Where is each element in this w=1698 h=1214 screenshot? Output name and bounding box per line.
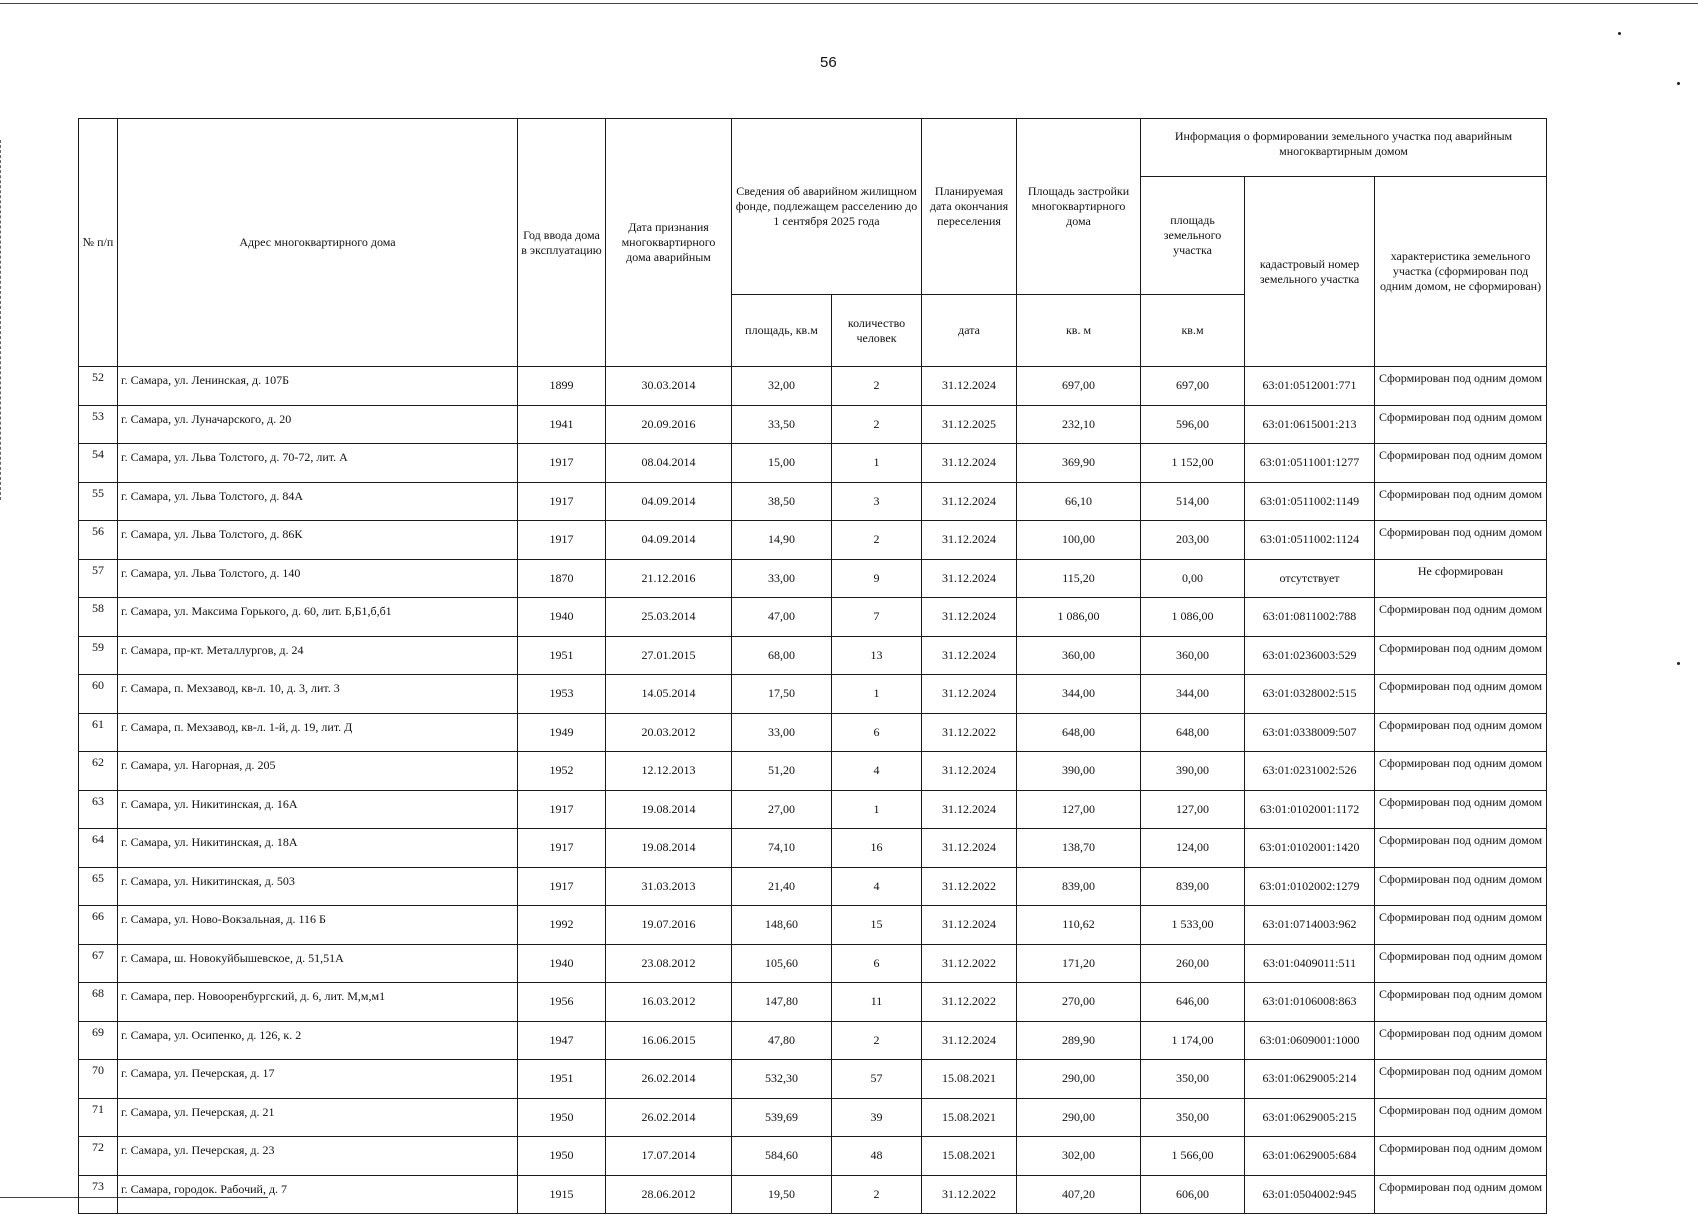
row-building-area: 115,20: [1017, 559, 1141, 598]
row-area-sqm: 68,00: [732, 636, 832, 675]
row-building-area: 839,00: [1017, 867, 1141, 906]
row-number: 53: [79, 405, 118, 444]
row-planned-end: 31.12.2022: [922, 1175, 1017, 1214]
row-number: 64: [79, 829, 118, 868]
row-people-count: 4: [832, 867, 922, 906]
row-date-recognized: 19.07.2016: [606, 906, 732, 945]
col-address-header: Адрес многоквартирного дома: [118, 119, 518, 367]
row-address: г. Самара, п. Мехзавод, кв-л. 10, д. 3, лит. 3: [118, 675, 518, 714]
table-row: [79, 983, 1547, 1022]
row-area-sqm: 32,00: [732, 367, 832, 406]
row-date-recognized: 31.03.2013: [606, 867, 732, 906]
row-land-status: Сформирован под одним домом: [1375, 944, 1547, 983]
row-area-sqm: 33,00: [732, 713, 832, 752]
col-num-header: № п/п: [79, 119, 118, 367]
row-area-sqm: 584,60: [732, 1137, 832, 1176]
row-people-count: 13: [832, 636, 922, 675]
scan-speck: [1677, 662, 1680, 665]
row-planned-end: 31.12.2022: [922, 867, 1017, 906]
emergency-housing-table: [78, 118, 1547, 1214]
row-area-sqm: 33,00: [732, 559, 832, 598]
row-building-area: 697,00: [1017, 367, 1141, 406]
row-date-recognized: 04.09.2014: [606, 482, 732, 521]
row-planned-end: 31.12.2024: [922, 675, 1017, 714]
row-year: 1949: [518, 713, 606, 752]
table-row: [79, 790, 1547, 829]
row-address: г. Самара, ул. Печерская, д. 21: [118, 1098, 518, 1137]
row-number: 60: [79, 675, 118, 714]
row-land-status: Сформирован под одним домом: [1375, 1098, 1547, 1137]
row-number: 70: [79, 1060, 118, 1099]
table-row: [79, 367, 1547, 406]
row-year: 1956: [518, 983, 606, 1022]
row-building-area: 138,70: [1017, 829, 1141, 868]
row-planned-end: 31.12.2024: [922, 559, 1017, 598]
row-cadastral-number: 63:01:0328002:515: [1245, 675, 1375, 714]
row-area-sqm: 38,50: [732, 482, 832, 521]
table-row: [79, 1098, 1547, 1137]
row-address: г. Самара, ул. Максима Горького, д. 60, лит. Б,Б1,б,б1: [118, 598, 518, 637]
row-building-area: 290,00: [1017, 1098, 1141, 1137]
row-land-area: 1 086,00: [1141, 598, 1245, 637]
row-land-area: 344,00: [1141, 675, 1245, 714]
table-row: [79, 1137, 1547, 1176]
row-area-sqm: 19,50: [732, 1175, 832, 1214]
row-date-recognized: 28.06.2012: [606, 1175, 732, 1214]
row-cadastral-number: 63:01:0504002:945: [1245, 1175, 1375, 1214]
row-building-area: 171,20: [1017, 944, 1141, 983]
row-year: 1947: [518, 1021, 606, 1060]
row-address: г. Самара, городок. Рабочий, д. 7: [118, 1175, 518, 1214]
row-land-area: 839,00: [1141, 867, 1245, 906]
row-planned-end: 31.12.2024: [922, 521, 1017, 560]
row-area-sqm: 17,50: [732, 675, 832, 714]
table-row: [79, 867, 1547, 906]
row-address: г. Самара, ул. Никитинская, д. 503: [118, 867, 518, 906]
row-number: 58: [79, 598, 118, 637]
row-building-area: 1 086,00: [1017, 598, 1141, 637]
row-area-sqm: 14,90: [732, 521, 832, 560]
col-cadastral-header: кадастровый номер земельного участка: [1245, 177, 1375, 367]
row-land-status: Сформирован под одним домом: [1375, 444, 1547, 483]
row-land-status: Сформирован под одним домом: [1375, 367, 1547, 406]
row-land-area: 606,00: [1141, 1175, 1245, 1214]
row-land-status: Сформирован под одним домом: [1375, 598, 1547, 637]
table-row: [79, 559, 1547, 598]
row-number: 54: [79, 444, 118, 483]
row-land-status: Сформирован под одним домом: [1375, 1060, 1547, 1099]
row-people-count: 3: [832, 482, 922, 521]
row-land-status: Сформирован под одним домом: [1375, 713, 1547, 752]
row-planned-end: 15.08.2021: [922, 1060, 1017, 1099]
row-cadastral-number: 63:01:0615001:213: [1245, 405, 1375, 444]
row-number: 52: [79, 367, 118, 406]
row-date-recognized: 14.05.2014: [606, 675, 732, 714]
row-address: г. Самара, ул. Никитинская, д. 18А: [118, 829, 518, 868]
row-date-recognized: 30.03.2014: [606, 367, 732, 406]
row-area-sqm: 51,20: [732, 752, 832, 791]
row-land-status: Сформирован под одним домом: [1375, 790, 1547, 829]
row-land-area: 360,00: [1141, 636, 1245, 675]
col-land-char-header: характеристика земельного участка (сформирован под одним домом, не сформирован): [1375, 177, 1547, 367]
col-area-sqm-header: площадь, кв.м: [732, 295, 832, 367]
row-cadastral-number: 63:01:0102002:1279: [1245, 867, 1375, 906]
row-building-area: 407,20: [1017, 1175, 1141, 1214]
row-land-status: Сформирован под одним домом: [1375, 636, 1547, 675]
row-number: 59: [79, 636, 118, 675]
row-people-count: 1: [832, 790, 922, 829]
row-date-recognized: 17.07.2014: [606, 1137, 732, 1176]
row-land-area: 646,00: [1141, 983, 1245, 1022]
col-emergency-info-header: Сведения об аварийном жилищном фонде, подлежащем расселению до 1 сентября 2025 года: [732, 119, 922, 295]
row-building-area: 270,00: [1017, 983, 1141, 1022]
row-date-recognized: 04.09.2014: [606, 521, 732, 560]
row-area-sqm: 21,40: [732, 867, 832, 906]
row-number: 57: [79, 559, 118, 598]
row-land-area: 1 152,00: [1141, 444, 1245, 483]
table-row: [79, 1060, 1547, 1099]
row-year: 1950: [518, 1098, 606, 1137]
row-building-area: 66,10: [1017, 482, 1141, 521]
table-row: [79, 944, 1547, 983]
table-row: [79, 444, 1547, 483]
col-people-header: количество человек: [832, 295, 922, 367]
row-number: 55: [79, 482, 118, 521]
row-land-status: Не сформирован: [1375, 559, 1547, 598]
row-building-area: 290,00: [1017, 1060, 1141, 1099]
row-building-area: 232,10: [1017, 405, 1141, 444]
row-planned-end: 31.12.2024: [922, 752, 1017, 791]
row-planned-end: 31.12.2024: [922, 482, 1017, 521]
table-row: [79, 636, 1547, 675]
row-date-recognized: 23.08.2012: [606, 944, 732, 983]
row-cadastral-number: 63:01:0512001:771: [1245, 367, 1375, 406]
row-number: 61: [79, 713, 118, 752]
row-date-recognized: 25.03.2014: [606, 598, 732, 637]
row-people-count: 2: [832, 1021, 922, 1060]
page-top-border: [0, 3, 1698, 4]
table-row: [79, 405, 1547, 444]
col-planned-end-header: Планируемая дата окончания переселения: [922, 119, 1017, 295]
row-number: 65: [79, 867, 118, 906]
table-row: [79, 521, 1547, 560]
row-year: 1952: [518, 752, 606, 791]
row-land-status: Сформирован под одним домом: [1375, 867, 1547, 906]
row-year: 1917: [518, 521, 606, 560]
col-date-recognized-header: Дата признания многоквартирного дома аварийным: [606, 119, 732, 367]
row-building-area: 110,62: [1017, 906, 1141, 945]
row-land-area: 260,00: [1141, 944, 1245, 983]
page-number: 56: [820, 54, 837, 71]
row-number: 56: [79, 521, 118, 560]
row-land-area: 124,00: [1141, 829, 1245, 868]
row-land-area: 514,00: [1141, 482, 1245, 521]
row-number: 68: [79, 983, 118, 1022]
row-land-area: 1 174,00: [1141, 1021, 1245, 1060]
row-area-sqm: 74,10: [732, 829, 832, 868]
row-year: 1899: [518, 367, 606, 406]
row-address: г. Самара, ул. Осипенко, д. 126, к. 2: [118, 1021, 518, 1060]
row-area-sqm: 47,00: [732, 598, 832, 637]
table-row: [79, 482, 1547, 521]
row-area-sqm: 33,50: [732, 405, 832, 444]
table-row: [79, 906, 1547, 945]
row-cadastral-number: 63:01:0106008:863: [1245, 983, 1375, 1022]
row-planned-end: 31.12.2024: [922, 636, 1017, 675]
row-building-area: 289,90: [1017, 1021, 1141, 1060]
row-address: г. Самара, ул. Ленинская, д. 107Б: [118, 367, 518, 406]
row-land-status: Сформирован под одним домом: [1375, 405, 1547, 444]
row-land-status: Сформирован под одним домом: [1375, 906, 1547, 945]
table-row: [79, 598, 1547, 637]
row-year: 1917: [518, 482, 606, 521]
table-row: [79, 1021, 1547, 1060]
row-area-sqm: 539,69: [732, 1098, 832, 1137]
row-address: г. Самара, пр-кт. Металлургов, д. 24: [118, 636, 518, 675]
row-cadastral-number: 63:01:0629005:684: [1245, 1137, 1375, 1176]
row-date-recognized: 26.02.2014: [606, 1060, 732, 1099]
row-building-area: 360,00: [1017, 636, 1141, 675]
row-year: 1941: [518, 405, 606, 444]
row-year: 1953: [518, 675, 606, 714]
row-number: 73: [79, 1175, 118, 1214]
row-year: 1917: [518, 867, 606, 906]
row-planned-end: 31.12.2024: [922, 790, 1017, 829]
scan-speck: [1677, 82, 1680, 85]
row-address: г. Самара, ул. Нагорная, д. 205: [118, 752, 518, 791]
scan-edge-mark: [0, 140, 2, 500]
row-cadastral-number: 63:01:0629005:214: [1245, 1060, 1375, 1099]
row-date-recognized: 16.06.2015: [606, 1021, 732, 1060]
table-row: [79, 829, 1547, 868]
row-address: г. Самара, пер. Новооренбургский, д. 6, лит. М,м,м1: [118, 983, 518, 1022]
row-land-area: 1 533,00: [1141, 906, 1245, 945]
row-area-sqm: 27,00: [732, 790, 832, 829]
row-people-count: 1: [832, 444, 922, 483]
table-row: [79, 713, 1547, 752]
row-cadastral-number: 63:01:0511001:1277: [1245, 444, 1375, 483]
row-land-area: 648,00: [1141, 713, 1245, 752]
row-land-area: 697,00: [1141, 367, 1245, 406]
col-land-info-header: Информация о формировании земельного участка под аварийным многоквартирным домом: [1141, 119, 1547, 177]
row-planned-end: 31.12.2025: [922, 405, 1017, 444]
row-people-count: 9: [832, 559, 922, 598]
table-row: [79, 1175, 1547, 1214]
row-address: г. Самара, ул. Льва Толстого, д. 86К: [118, 521, 518, 560]
row-cadastral-number: 63:01:0102001:1420: [1245, 829, 1375, 868]
col-date-sub-header: дата: [922, 295, 1017, 367]
row-planned-end: 31.12.2024: [922, 1021, 1017, 1060]
row-land-status: Сформирован под одним домом: [1375, 1137, 1547, 1176]
row-land-area: 127,00: [1141, 790, 1245, 829]
col-year-header: Год ввода дома в эксплуатацию: [518, 119, 606, 367]
row-building-area: 344,00: [1017, 675, 1141, 714]
row-number: 63: [79, 790, 118, 829]
row-number: 69: [79, 1021, 118, 1060]
row-people-count: 2: [832, 521, 922, 560]
row-date-recognized: 19.08.2014: [606, 829, 732, 868]
row-cadastral-number: 63:01:0811002:788: [1245, 598, 1375, 637]
row-date-recognized: 19.08.2014: [606, 790, 732, 829]
row-area-sqm: 147,80: [732, 983, 832, 1022]
row-land-status: Сформирован под одним домом: [1375, 1175, 1547, 1214]
row-people-count: 57: [832, 1060, 922, 1099]
row-land-area: 0,00: [1141, 559, 1245, 598]
row-date-recognized: 20.09.2016: [606, 405, 732, 444]
row-building-area: 100,00: [1017, 521, 1141, 560]
row-land-status: Сформирован под одним домом: [1375, 675, 1547, 714]
row-land-status: Сформирован под одним домом: [1375, 983, 1547, 1022]
row-land-area: 1 566,00: [1141, 1137, 1245, 1176]
row-date-recognized: 16.03.2012: [606, 983, 732, 1022]
row-year: 1917: [518, 829, 606, 868]
row-people-count: 1: [832, 675, 922, 714]
row-land-area: 350,00: [1141, 1060, 1245, 1099]
row-planned-end: 31.12.2024: [922, 906, 1017, 945]
row-address: г. Самара, п. Мехзавод, кв-л. 1-й, д. 19, лит. Д: [118, 713, 518, 752]
row-area-sqm: 105,60: [732, 944, 832, 983]
row-cadastral-number: 63:01:0236003:529: [1245, 636, 1375, 675]
row-building-area: 127,00: [1017, 790, 1141, 829]
row-year: 1917: [518, 444, 606, 483]
row-address: г. Самара, ул. Луначарского, д. 20: [118, 405, 518, 444]
row-date-recognized: 12.12.2013: [606, 752, 732, 791]
row-cadastral-number: отсутствует: [1245, 559, 1375, 598]
row-date-recognized: 27.01.2015: [606, 636, 732, 675]
row-planned-end: 31.12.2024: [922, 367, 1017, 406]
row-year: 1951: [518, 636, 606, 675]
row-year: 1951: [518, 1060, 606, 1099]
row-address: г. Самара, ул. Никитинская, д. 16А: [118, 790, 518, 829]
row-land-area: 350,00: [1141, 1098, 1245, 1137]
row-land-status: Сформирован под одним домом: [1375, 829, 1547, 868]
row-land-area: 203,00: [1141, 521, 1245, 560]
row-land-status: Сформирован под одним домом: [1375, 521, 1547, 560]
row-people-count: 2: [832, 1175, 922, 1214]
row-number: 62: [79, 752, 118, 791]
row-cadastral-number: 63:01:0609001:1000: [1245, 1021, 1375, 1060]
row-cadastral-number: 63:01:0511002:1124: [1245, 521, 1375, 560]
row-people-count: 4: [832, 752, 922, 791]
col-building-area-header: Площадь застройки многоквартирного дома: [1017, 119, 1141, 295]
row-area-sqm: 532,30: [732, 1060, 832, 1099]
row-planned-end: 31.12.2024: [922, 598, 1017, 637]
row-building-area: 648,00: [1017, 713, 1141, 752]
row-number: 71: [79, 1098, 118, 1137]
row-address: г. Самара, ул. Ново-Вокзальная, д. 116 Б: [118, 906, 518, 945]
row-date-recognized: 21.12.2016: [606, 559, 732, 598]
row-people-count: 15: [832, 906, 922, 945]
row-people-count: 11: [832, 983, 922, 1022]
row-people-count: 6: [832, 713, 922, 752]
row-land-area: 596,00: [1141, 405, 1245, 444]
row-land-status: Сформирован под одним домом: [1375, 482, 1547, 521]
row-year: 1915: [518, 1175, 606, 1214]
row-year: 1992: [518, 906, 606, 945]
row-people-count: 7: [832, 598, 922, 637]
row-address: г. Самара, ул. Печерская, д. 23: [118, 1137, 518, 1176]
row-date-recognized: 08.04.2014: [606, 444, 732, 483]
row-address: г. Самара, ул. Льва Толстого, д. 84А: [118, 482, 518, 521]
row-planned-end: 31.12.2022: [922, 713, 1017, 752]
row-cadastral-number: 63:01:0338009:507: [1245, 713, 1375, 752]
row-area-sqm: 148,60: [732, 906, 832, 945]
row-year: 1940: [518, 598, 606, 637]
row-cadastral-number: 63:01:0629005:215: [1245, 1098, 1375, 1137]
row-date-recognized: 26.02.2014: [606, 1098, 732, 1137]
row-building-area: 390,00: [1017, 752, 1141, 791]
row-planned-end: 31.12.2024: [922, 444, 1017, 483]
row-planned-end: 15.08.2021: [922, 1098, 1017, 1137]
row-planned-end: 31.12.2022: [922, 944, 1017, 983]
row-land-area: 390,00: [1141, 752, 1245, 791]
row-year: 1950: [518, 1137, 606, 1176]
row-cadastral-number: 63:01:0511002:1149: [1245, 482, 1375, 521]
row-address: г. Самара, ш. Новокуйбышевское, д. 51,51А: [118, 944, 518, 983]
row-people-count: 2: [832, 367, 922, 406]
row-people-count: 6: [832, 944, 922, 983]
row-number: 66: [79, 906, 118, 945]
row-year: 1917: [518, 790, 606, 829]
row-people-count: 39: [832, 1098, 922, 1137]
row-land-status: Сформирован под одним домом: [1375, 1021, 1547, 1060]
row-address: г. Самара, ул. Льва Толстого, д. 70-72, лит. А: [118, 444, 518, 483]
row-number: 67: [79, 944, 118, 983]
col-land-area-header: площадь земельного участка: [1141, 177, 1245, 295]
row-planned-end: 31.12.2022: [922, 983, 1017, 1022]
row-year: 1870: [518, 559, 606, 598]
row-cadastral-number: 63:01:0714003:962: [1245, 906, 1375, 945]
row-planned-end: 31.12.2024: [922, 829, 1017, 868]
row-people-count: 2: [832, 405, 922, 444]
row-building-area: 302,00: [1017, 1137, 1141, 1176]
row-cadastral-number: 63:01:0231002:526: [1245, 752, 1375, 791]
row-date-recognized: 20.03.2012: [606, 713, 732, 752]
row-people-count: 48: [832, 1137, 922, 1176]
row-cadastral-number: 63:01:0409011:511: [1245, 944, 1375, 983]
table-row: [79, 675, 1547, 714]
row-planned-end: 15.08.2021: [922, 1137, 1017, 1176]
row-number: 72: [79, 1137, 118, 1176]
col-kvm2-header: кв.м: [1141, 295, 1245, 367]
table-row: [79, 752, 1547, 791]
scan-speck: [1618, 32, 1621, 35]
row-address: г. Самара, ул. Льва Толстого, д. 140: [118, 559, 518, 598]
row-building-area: 369,90: [1017, 444, 1141, 483]
row-address: г. Самара, ул. Печерская, д. 17: [118, 1060, 518, 1099]
col-kvm-header: кв. м: [1017, 295, 1141, 367]
row-area-sqm: 47,80: [732, 1021, 832, 1060]
row-cadastral-number: 63:01:0102001:1172: [1245, 790, 1375, 829]
row-people-count: 16: [832, 829, 922, 868]
row-area-sqm: 15,00: [732, 444, 832, 483]
row-land-status: Сформирован под одним домом: [1375, 752, 1547, 791]
row-year: 1940: [518, 944, 606, 983]
